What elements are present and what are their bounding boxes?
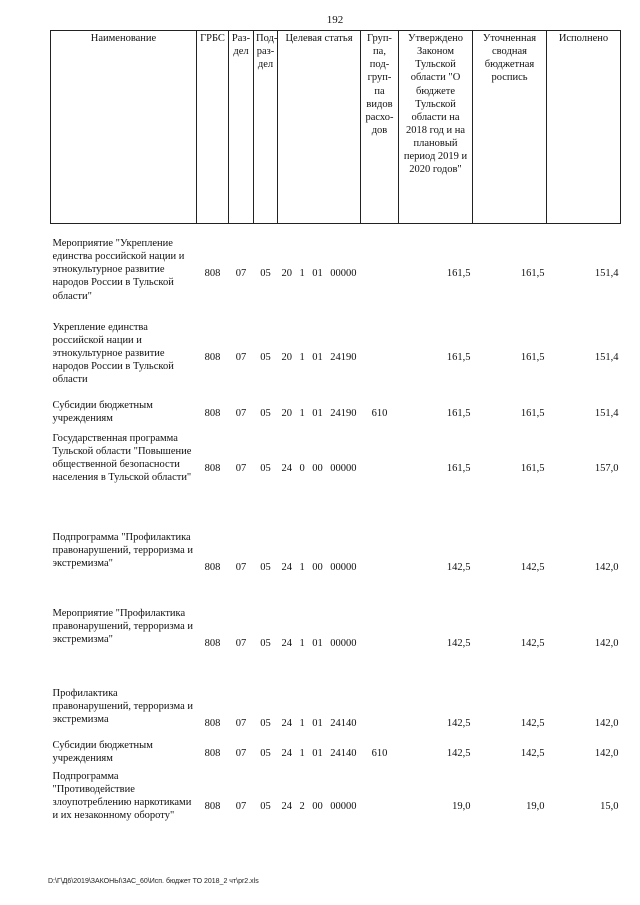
row-utochnennaya: 142,5 — [520, 717, 545, 729]
celevaya-part: 00 — [312, 561, 323, 573]
header-gruppa: Груп-па, под-груп-па видов расхо-дов — [361, 31, 399, 224]
header-grbs: ГРБС — [197, 31, 229, 224]
celevaya-part: 20 — [281, 268, 292, 279]
row-celevaya — [278, 607, 361, 687]
celevaya-part: 00000 — [330, 800, 357, 812]
row-utverzhdeno: 142,5 — [446, 747, 471, 759]
row-razdel: 07 — [235, 351, 247, 363]
celevaya-part: 24190 — [330, 407, 357, 419]
row-grbs: 808 — [204, 268, 221, 279]
row-ispolneno: 151,4 — [594, 268, 619, 279]
row-podrazdel: 05 — [260, 800, 271, 812]
row-podrazdel: 05 — [260, 637, 271, 649]
row-gruppa — [361, 321, 399, 399]
row-podrazdel: 05 — [260, 351, 271, 363]
row-name: Государственная программа Тульской области "Повышение общественной безопасности населения в Тульской области" — [52, 432, 192, 483]
celevaya-part: 01 — [312, 268, 323, 279]
celevaya-part: 00000 — [330, 561, 357, 573]
row-gruppa: 610 — [371, 407, 388, 419]
celevaya-part: 1 — [299, 637, 305, 649]
row-gruppa — [361, 531, 399, 607]
table-header — [51, 31, 621, 224]
celevaya-part: 01 — [312, 351, 323, 363]
header-name: Наименование — [51, 31, 197, 224]
celevaya-part: 24 — [281, 462, 292, 474]
row-name: Мероприятие "Профилактика правонарушений, терроризма и экстремизма" — [52, 607, 194, 645]
row-utverzhdeno: 161,5 — [446, 462, 471, 474]
row-razdel: 07 — [235, 747, 247, 759]
celevaya-part: 2 — [299, 800, 305, 812]
celevaya-part: 00000 — [330, 637, 357, 649]
celevaya-part: 24140 — [330, 717, 357, 729]
celevaya-part: 24 — [281, 717, 292, 729]
row-ispolneno: 151,4 — [594, 407, 619, 419]
header-celevaya: Целевая статья — [278, 31, 361, 224]
row-ispolneno: 157,0 — [594, 462, 619, 474]
row-utochnennaya: 161,5 — [520, 407, 545, 419]
row-utochnennaya: 161,5 — [520, 268, 545, 279]
row-celevaya — [278, 224, 361, 321]
row-razdel: 07 — [235, 561, 247, 573]
celevaya-part: 01 — [312, 717, 323, 729]
table-row — [51, 607, 621, 687]
row-grbs: 808 — [204, 407, 221, 419]
row-utochnennaya: 19,0 — [526, 800, 545, 812]
table-body — [51, 224, 621, 861]
celevaya-part: 20 — [281, 407, 292, 419]
row-utochnennaya: 142,5 — [520, 561, 545, 573]
row-ispolneno: 151,4 — [594, 351, 619, 363]
celevaya-part: 1 — [299, 747, 305, 759]
row-podrazdel: 05 — [260, 561, 271, 573]
row-razdel: 07 — [235, 268, 247, 279]
row-celevaya — [278, 687, 361, 739]
row-razdel: 07 — [235, 717, 247, 729]
file-path-footer: D:\Г\Д6\2019\ЗАКОНЫ\ЗАС_60\Исп. бюджет ТО 2018_2 чт\pr2.xls — [48, 878, 259, 885]
budget-table — [50, 30, 621, 861]
celevaya-part: 24 — [281, 561, 292, 573]
row-ispolneno: 142,0 — [594, 637, 619, 649]
row-name: Профилактика правонарушений, терроризма и экстремизма — [52, 687, 194, 725]
row-podrazdel: 05 — [260, 268, 271, 279]
table-row — [51, 224, 621, 321]
row-utverzhdeno: 142,5 — [446, 637, 471, 649]
row-razdel: 07 — [235, 462, 247, 474]
celevaya-part: 1 — [299, 268, 305, 279]
row-podrazdel: 05 — [260, 717, 271, 729]
row-gruppa — [361, 687, 399, 739]
celevaya-part: 00000 — [330, 268, 357, 279]
row-ispolneno: 142,0 — [594, 561, 619, 573]
row-grbs: 808 — [204, 351, 221, 363]
row-podrazdel: 05 — [260, 407, 271, 419]
table-row — [51, 739, 621, 770]
row-utochnennaya: 161,5 — [520, 351, 545, 363]
row-razdel: 07 — [235, 800, 247, 812]
table-row — [51, 687, 621, 739]
row-podrazdel: 05 — [260, 462, 271, 474]
row-gruppa: 610 — [371, 747, 388, 759]
celevaya-part: 24140 — [330, 747, 357, 759]
row-celevaya — [278, 399, 361, 432]
row-razdel: 07 — [235, 407, 247, 419]
row-grbs: 808 — [204, 462, 221, 474]
celevaya-part: 20 — [281, 351, 292, 363]
row-razdel: 07 — [235, 637, 247, 649]
row-utochnennaya: 142,5 — [520, 637, 545, 649]
row-utverzhdeno: 19,0 — [452, 800, 471, 812]
row-grbs: 808 — [204, 717, 221, 729]
row-utochnennaya: 142,5 — [520, 747, 545, 759]
row-celevaya — [278, 432, 361, 531]
row-name: Подпрограмма "Противодействие злоупотреблению наркотиками и их незаконному обороту" — [52, 770, 192, 821]
row-gruppa — [361, 607, 399, 687]
table-row — [51, 770, 621, 861]
row-utverzhdeno: 142,5 — [446, 561, 471, 573]
celevaya-part: 01 — [312, 407, 323, 419]
row-celevaya — [278, 739, 361, 770]
celevaya-part: 00 — [312, 800, 323, 812]
row-grbs: 808 — [204, 800, 221, 812]
row-gruppa — [361, 224, 399, 321]
row-celevaya — [278, 321, 361, 399]
celevaya-part: 24 — [281, 747, 292, 759]
celevaya-part: 0 — [299, 462, 305, 474]
table-row — [51, 321, 621, 399]
header-utverzhdeno: Утверждено Законом Тульской области "О бюджете Тульской области на 2018 год и на плановый период 2019 и 2020 годов" — [399, 31, 473, 224]
celevaya-part: 24190 — [330, 351, 357, 363]
celevaya-part: 01 — [312, 637, 323, 649]
row-utverzhdeno: 142,5 — [446, 717, 471, 729]
celevaya-part: 01 — [312, 747, 323, 759]
celevaya-part: 1 — [299, 717, 305, 729]
header-utochnennaya: Уточненная сводная бюджетная роспись — [473, 31, 547, 224]
row-grbs: 808 — [204, 561, 221, 573]
row-gruppa — [361, 432, 399, 531]
row-ispolneno: 15,0 — [600, 800, 619, 812]
row-name: Субсидии бюджетным учреждениям — [52, 399, 153, 424]
table-row — [51, 531, 621, 607]
table-row — [51, 399, 621, 432]
celevaya-part: 24 — [281, 637, 292, 649]
row-utverzhdeno: 161,5 — [446, 351, 471, 363]
celevaya-part: 1 — [299, 407, 305, 419]
header-razdel: Раз-дел — [229, 31, 254, 224]
row-name: Мероприятие "Укрепление единства российской нации и этнокультурное развитие народов России в Тульской области" — [52, 238, 185, 302]
celevaya-part: 1 — [299, 561, 305, 573]
row-name: Субсидии бюджетным учреждениям — [52, 739, 153, 764]
celevaya-part: 00 — [312, 462, 323, 474]
row-name: Подпрограмма "Профилактика правонарушений, терроризма и экстремизма" — [52, 531, 194, 569]
celevaya-part: 1 — [299, 351, 305, 363]
row-utochnennaya: 161,5 — [520, 462, 545, 474]
row-celevaya — [278, 770, 361, 861]
celevaya-part: 00000 — [330, 462, 357, 474]
celevaya-part: 24 — [281, 800, 292, 812]
table-row — [51, 432, 621, 531]
row-utverzhdeno: 161,5 — [446, 407, 471, 419]
header-ispolneno: Исполнено — [547, 31, 621, 224]
row-grbs: 808 — [204, 637, 221, 649]
row-celevaya — [278, 531, 361, 607]
row-utverzhdeno: 161,5 — [446, 268, 471, 279]
row-name: Укрепление единства российской нации и этнокультурное развитие народов России в Тульской области — [52, 321, 174, 385]
page-number: 192 — [326, 14, 344, 26]
row-grbs: 808 — [204, 747, 221, 759]
row-ispolneno: 142,0 — [594, 717, 619, 729]
row-podrazdel: 05 — [260, 747, 271, 759]
header-podrazdel: Под-раз-дел — [254, 31, 278, 224]
row-gruppa — [361, 770, 399, 861]
row-ispolneno: 142,0 — [594, 747, 619, 759]
